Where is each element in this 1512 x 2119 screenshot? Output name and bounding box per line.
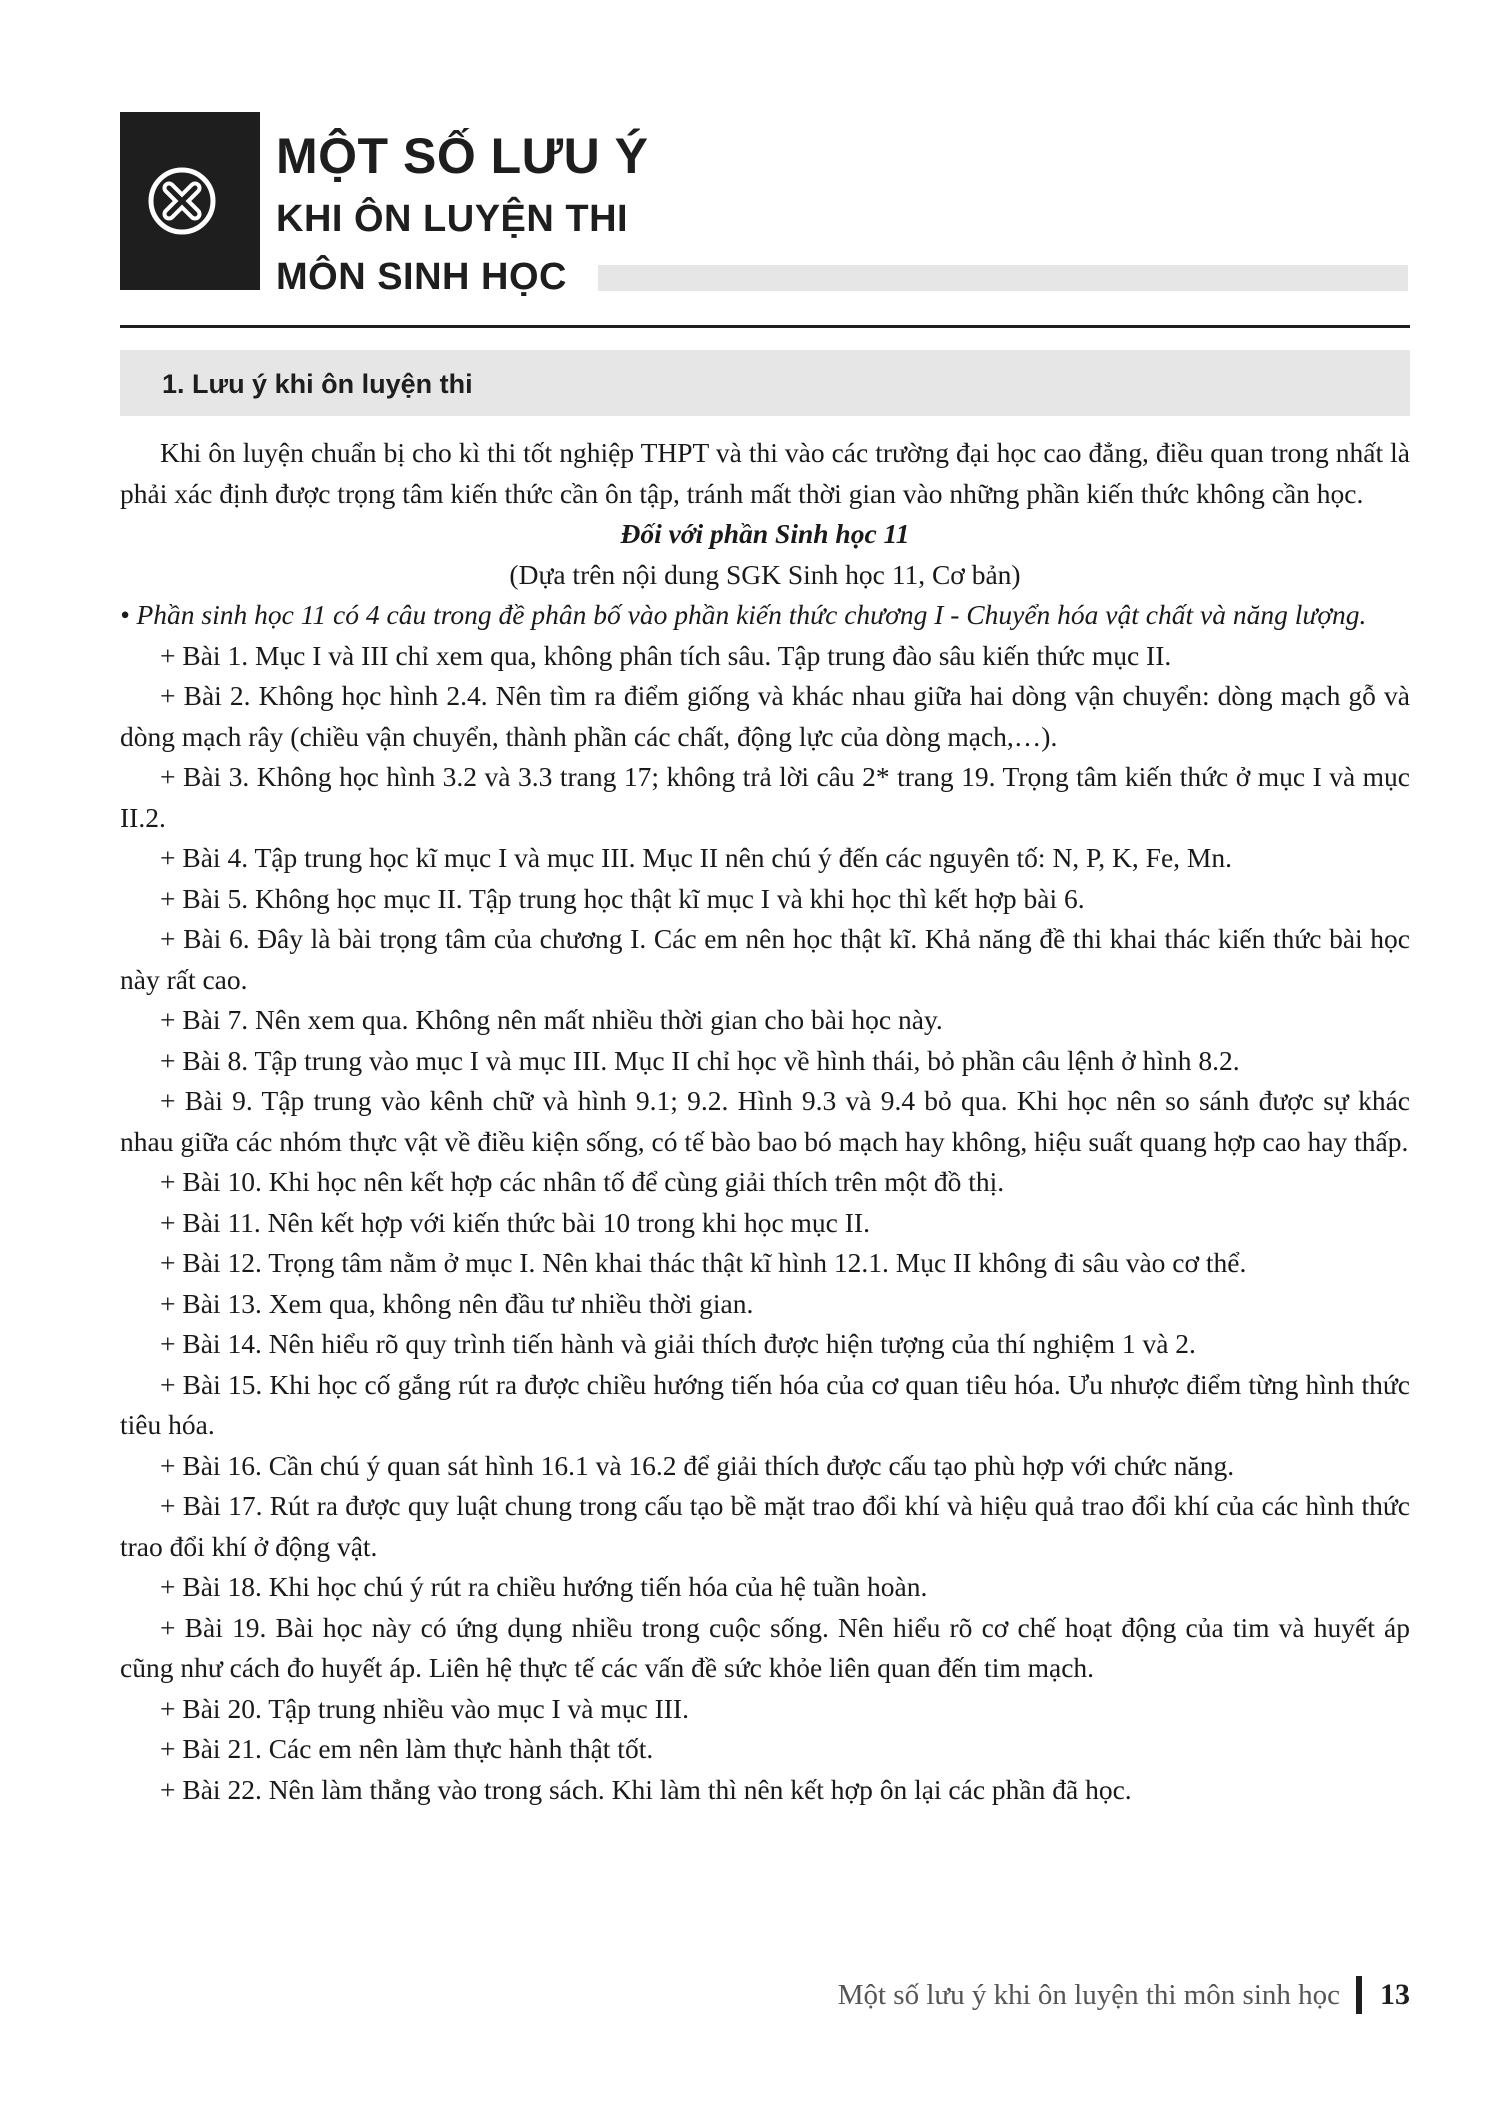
title-accent-bar: [598, 265, 1408, 291]
page-title-line3: MÔN SINH HỌC: [276, 256, 567, 298]
list-item: + Bài 18. Khi học chú ý rút ra chiều hướng tiến hóa của hệ tuần hoàn.: [160, 1571, 928, 1602]
page-title-line2: KHI ÔN LUYỆN THI: [276, 198, 629, 240]
subheading-note: (Dựa trên nội dung SGK Sinh học 11, Cơ bản): [509, 558, 1021, 590]
list-item: + Bài 1. Mục I và III chỉ xem qua, không phân tích sâu. Tập trung đào sâu kiến thức mục II.: [160, 639, 1172, 671]
list-item: + Bài 17. Rút ra được quy luật chung trong cấu tạo bề mặt trao đổi khí và hiệu quả trao đổi khí của các hình thức trao đổi khí ở động vật.: [120, 1490, 1410, 1562]
section-header: [120, 350, 1410, 416]
footer-divider: [1356, 1976, 1362, 2014]
page-footer: [760, 1972, 1410, 2018]
list-item: + Bài 19. Bài học này có ứng dụng nhiều trong cuộc sống. Nên hiểu rõ cơ chế hoạt động của tim và huyết áp cũng như cách đo huyết áp. Liên hệ thực tế các vấn đề sức khỏe liên quan đến tim mạch.: [120, 1611, 1410, 1683]
page-number: 13: [1380, 1978, 1410, 2011]
title-divider: [120, 325, 1410, 328]
list-item: + Bài 20. Tập trung nhiều vào mục I và mục III.: [160, 1692, 689, 1724]
list-item: + Bài 4. Tập trung học kĩ mục I và mục III. Mục II nên chú ý đến các nguyên tố: N, P, K, Fe, Mn.: [160, 842, 1232, 873]
list-item: + Bài 7. Nên xem qua. Không nên mất nhiều thời gian cho bài học này.: [160, 1004, 943, 1035]
section-title: 1. Lưu ý khi ôn luyện thi: [162, 369, 473, 399]
main-content: [120, 433, 1410, 1810]
list-item: + Bài 14. Nên hiểu rõ quy trình tiến hành và giải thích được hiện tượng của thí nghiệm 1 và 2.: [160, 1328, 1196, 1359]
footer-running-title: Một số lưu ý khi ôn luyện thi môn sinh học: [837, 1979, 1340, 2011]
list-item: + Bài 15. Khi học cố gắng rút ra được chiều hướng tiến hóa của cơ quan tiêu hóa. Ưu nhược điểm từng hình thức tiêu hóa.: [120, 1368, 1410, 1440]
list-item: + Bài 12. Trọng tâm nằm ở mục I. Nên khai thác thật kĩ hình 12.1. Mục II không đi sâu vào cơ thể.: [160, 1247, 1247, 1278]
list-item: + Bài 2. Không học hình 2.4. Nên tìm ra điểm giống và khác nhau giữa hai dòng vận chuyển: dòng mạch gỗ và dòng mạch rây (chiều vận chuyển, thành phần các chất, động lực của dòng mạch,…).: [120, 680, 1410, 752]
header-block: [120, 112, 260, 290]
list-item: + Bài 11. Nên kết hợp với kiến thức bài 10 trong khi học mục II.: [160, 1206, 870, 1238]
list-item: + Bài 8. Tập trung vào mục I và mục III. Mục II chỉ học về hình thái, bỏ phần câu lệnh ở hình 8.2.: [160, 1044, 1240, 1076]
subheading: Đối với phần Sinh học 11: [620, 518, 910, 549]
bullet-note: • Phần sinh học 11 có 4 câu trong đề phân bố vào phần kiến thức chương I - Chuyển hóa vật chất và năng lượng.: [120, 599, 1367, 630]
intro-paragraph: Khi ôn luyện chuẩn bị cho kì thi tốt nghiệp THPT và thi vào các trường đại học cao đẳng, điều quan trong nhất là phải xác định được trọng tâm kiến thức cần ôn tập, tránh mất thời gian vào những phần kiến thức không cần học.: [120, 437, 1410, 509]
list-item: + Bài 21. Các em nên làm thực hành thật tốt.: [160, 1733, 654, 1764]
list-item: + Bài 5. Không học mục II. Tập trung học thật kĩ mục I và khi học thì kết hợp bài 6.: [160, 882, 1085, 914]
list-item: + Bài 13. Xem qua, không nên đầu tư nhiều thời gian.: [160, 1287, 754, 1319]
page-title-line1: MỘT SỐ LƯU Ý: [276, 128, 649, 184]
list-item: + Bài 22. Nên làm thẳng vào trong sách. Khi làm thì nên kết hợp ôn lại các phần đã học.: [160, 1773, 1132, 1805]
list-item: + Bài 3. Không học hình 3.2 và 3.3 trang 17; không trả lời câu 2* trang 19. Trọng tâm kiến thức ở mục I và mục II.2.: [120, 761, 1410, 833]
list-item: + Bài 9. Tập trung vào kênh chữ và hình 9.1; 9.2. Hình 9.3 và 9.4 bỏ qua. Khi học nên so sánh được sự khác nhau giữa các nhóm thực vật về điều kiện sống, có tế bào bao bó mạch hay không, hiệu suất quang hợp cao hay thấp.: [120, 1085, 1410, 1157]
cross-circle-icon: [146, 165, 218, 237]
list-item: + Bài 10. Khi học nên kết hợp các nhân tố để cùng giải thích trên một đồ thị.: [160, 1166, 1005, 1197]
list-item: + Bài 6. Đây là bài trọng tâm của chương I. Các em nên học thật kĩ. Khả năng đề thi khai thác kiến thức bài học này rất cao.: [120, 923, 1410, 995]
list-item: + Bài 16. Cần chú ý quan sát hình 16.1 và 16.2 để giải thích được cấu tạo phù hợp với chức năng.: [160, 1449, 1235, 1481]
